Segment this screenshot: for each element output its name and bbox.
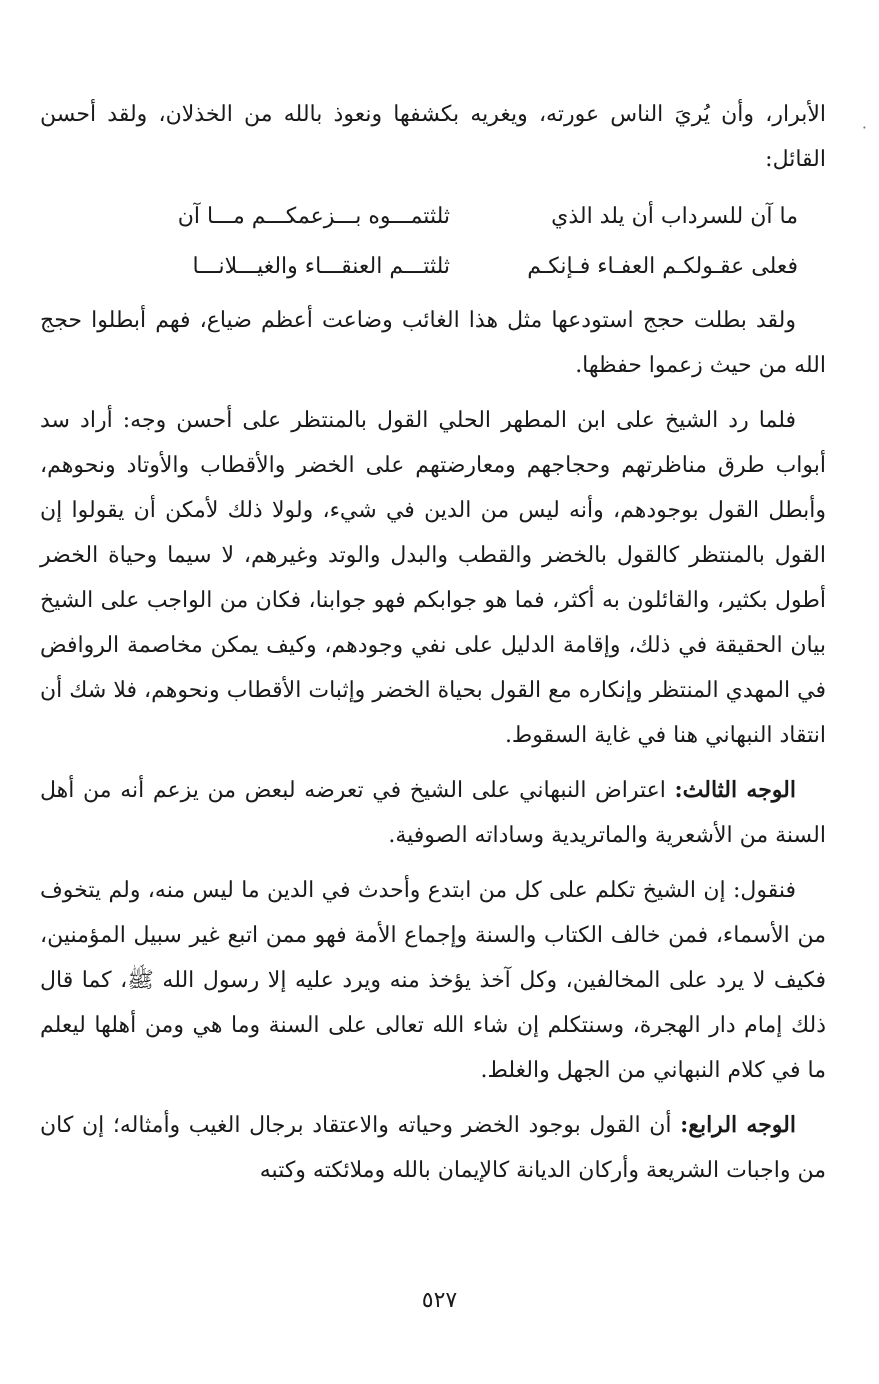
poem bbox=[40, 192, 826, 292]
paragraph-5: فنقول: إن الشيخ تكلم على كل من ابتدع وأحدث في الدين ما ليس منه، ولم يتخوف من الأسماء، فمن خالف الكتاب والسنة وإجماع الأمة فهو ممن اتبع غير سبيل المؤمنين، فكيف لا يرد على المخالفين، وكل آخذ يؤخذ منه ويرد عليه إلا رسول الله ﷺ، كما قال ذلك إمام دار الهجرة، وسنتكلم إن شاء الله تعالى على السنة وما هي ومن أهلها ليعلم ما في كلام النبهاني من الجهل والغلط. bbox=[40, 878, 826, 1083]
page-number: ٥٢٧ bbox=[421, 1288, 458, 1313]
section-lead-third: الوجه الثالث: bbox=[674, 777, 796, 803]
poem-line-1-first-hemistich: ما آن للسرداب أن يلد الذي bbox=[551, 204, 798, 229]
margin-dot: · bbox=[861, 118, 867, 137]
poem-line-2 bbox=[40, 242, 826, 292]
poem-line-1 bbox=[40, 192, 826, 242]
poem-line-1-second-hemistich: ثلثتمـــوه بـــزعمكـــم مـــا آن bbox=[177, 204, 450, 229]
paragraph-4 bbox=[40, 768, 826, 858]
page-body bbox=[40, 92, 826, 1203]
paragraph-6-text: أن القول بوجود الخضر وحياته والاعتقاد برجال الغيب وأمثاله؛ إن كان من واجبات الشريعة وأركان الديانة كالإيمان بالله وملائكته وكتبه bbox=[40, 1113, 826, 1183]
paragraph-3: فلما رد الشيخ على ابن المطهر الحلي القول بالمنتظر على أحسن وجه: أراد سد أبواب طرق مناظرتهم وحجاجهم ومعارضتهم على الخضر والأقطاب والأوتاد ونحوهم، وأبطل القول بوجودهم، وأنه ليس من الدين في شيء، ولولا ذلك لأمكن أن يقولوا إن القول بالمنتظر كالقول بالخضر والقطب والبدل والوتد وغيرهم، لا سيما وحياة الخضر أطول بكثير، والقائلون به أكثر، فما هو جوابكم فهو جوابنا، فكان من الواجب على الشيخ بيان الحقيقة في ذلك، وإقامة الدليل على نفي وجودهم، وكيف يمكن مخاصمة الروافض في المهدي المنتظر وإنكاره مع القول بحياة الخضر وإثبات الأقطاب ونحوهم، فلا شك أن انتقاد النبهاني هنا في غاية السقوط. bbox=[40, 408, 826, 748]
paragraph-4-text: اعتراض النبهاني على الشيخ في تعرضه لبعض من يزعم أنه من أهل السنة من الأشعرية والماتريدية وساداته الصوفية. bbox=[40, 778, 826, 848]
section-lead-fourth: الوجه الرابع: bbox=[680, 1112, 796, 1138]
poem-line-2-second-hemistich: ثلثتـــم العنقـــاء والغيـــلانـــا bbox=[192, 254, 450, 279]
poem-line-2-first-hemistich: فعلى عقـولكـم العفـاء فـإنكـم bbox=[527, 254, 798, 279]
paragraph-2: ولقد بطلت حجج استودعها مثل هذا الغائب وضاعت أعظم ضياع، فهم أبطلوا حجج الله من حيث زعموا حفظها. bbox=[40, 308, 826, 378]
paragraph-6 bbox=[40, 1103, 826, 1193]
paragraph-1: الأبرار، وأن يُريَ الناس عورته، ويغريه بكشفها ونعوذ بالله من الخذلان، ولقد أحسن القائل: bbox=[40, 102, 826, 172]
